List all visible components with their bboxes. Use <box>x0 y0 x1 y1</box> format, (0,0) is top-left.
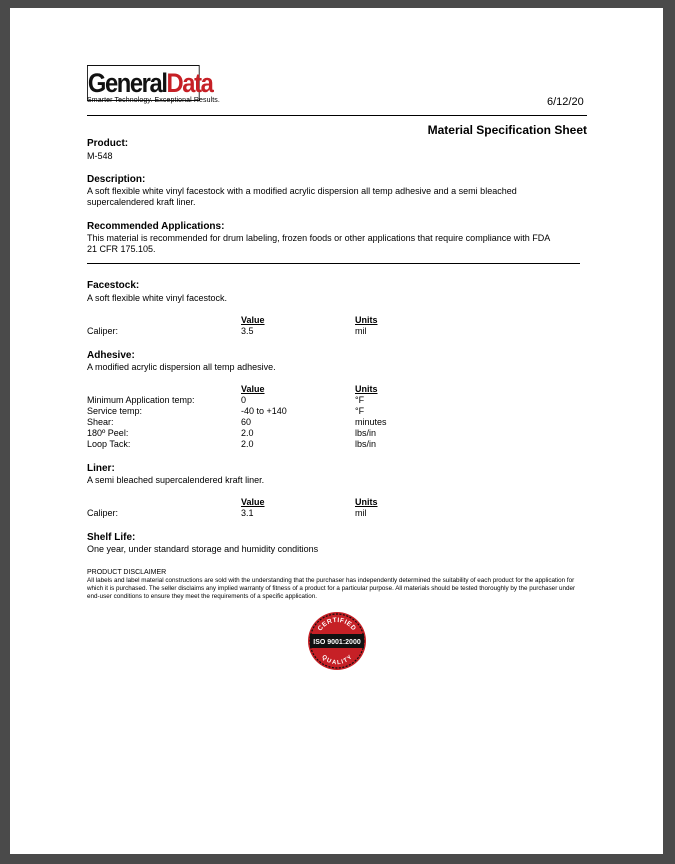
adhesive-row-units: lbs/in <box>355 439 377 449</box>
facestock-value-header: Value <box>241 315 265 325</box>
adhesive-value-header: Value <box>241 384 265 394</box>
adhesive-row-units: minutes <box>355 417 387 427</box>
liner-heading: Liner: <box>87 463 115 474</box>
applications-heading: Recommended Applications: <box>87 221 225 232</box>
document-title: Material Specification Sheet <box>427 123 587 137</box>
adhesive-description: A modified acrylic dispersion all temp adhesive. <box>87 362 276 372</box>
adhesive-units-header: Units <box>355 384 378 394</box>
adhesive-row-value: -40 to +140 <box>241 406 287 416</box>
adhesive-row-name: Loop Tack: <box>87 439 131 449</box>
logo-data: Data <box>166 68 213 98</box>
disclaimer-text: All labels and label material constructions are sold with the understanding that the purchaser has independently determined the suitability of each product for the application for which it is purchased. The seller disclaims any implied warranty of fitness of a product for a particular purpose. All materials should be tested thoroughly by the purchaser under end-user conditions to ensure they meet the requirements of a specific application. <box>87 577 576 600</box>
product-value: M-548 <box>87 151 113 161</box>
facestock-row-value: 3.5 <box>241 326 254 336</box>
adhesive-row-value: 60 <box>241 417 252 427</box>
adhesive-row-units: °F <box>355 395 365 405</box>
logo-tagline: Smarter Technology. Exceptional Results. <box>87 97 220 104</box>
liner-value-header: Value <box>241 497 265 507</box>
seal-graphic <box>307 611 367 671</box>
seal-top-text: CERTIFIED <box>316 616 358 633</box>
disclaimer-title: PRODUCT DISCLAIMER <box>87 569 167 576</box>
header-divider <box>87 115 587 116</box>
liner-row-units: mil <box>355 508 367 518</box>
adhesive-row-units: °F <box>355 406 365 416</box>
adhesive-heading: Adhesive: <box>87 350 135 361</box>
seal-bottom-text: QUALITY <box>320 654 354 667</box>
shelf-life-text: One year, under standard storage and humidity conditions <box>87 544 319 554</box>
adhesive-row-name: 180º Peel: <box>87 428 129 438</box>
section-divider <box>87 263 580 264</box>
description-line-1: A soft flexible white vinyl facestock with a modified acrylic dispersion all temp adhesive and a semi bleached <box>87 186 517 196</box>
adhesive-row-value: 2.0 <box>241 439 254 449</box>
shelf-life-heading: Shelf Life: <box>87 532 136 543</box>
adhesive-row-value: 0 <box>241 395 247 405</box>
product-heading: Product: <box>87 138 129 149</box>
facestock-description: A soft flexible white vinyl facestock. <box>87 293 228 303</box>
applications-line-2: 21 CFR 175.105. <box>87 244 156 254</box>
description-line-2: supercalendered kraft liner. <box>87 197 196 207</box>
liner-units-header: Units <box>355 497 378 507</box>
liner-description: A semi bleached supercalendered kraft liner. <box>87 475 265 485</box>
facestock-row-name: Caliper: <box>87 326 119 336</box>
facestock-row-units: mil <box>355 326 367 336</box>
adhesive-row-units: lbs/in <box>355 428 377 438</box>
seal-center-text: ISO 9001:2000 <box>313 639 361 646</box>
applications-line-1: This material is recommended for drum labeling, frozen foods or other applications that require compliance with FDA <box>87 233 551 243</box>
adhesive-row-name: Shear: <box>87 417 114 427</box>
iso-certified-seal <box>307 611 367 671</box>
document-date: 6/12/20 <box>547 96 584 108</box>
company-logo <box>87 65 215 101</box>
liner-row-value: 3.1 <box>241 508 254 518</box>
facestock-units-header: Units <box>355 315 378 325</box>
liner-row-name: Caliper: <box>87 508 119 518</box>
logo-general: General <box>87 68 167 98</box>
description-heading: Description: <box>87 174 146 185</box>
facestock-heading: Facestock: <box>87 280 140 291</box>
adhesive-row-name: Minimum Application temp: <box>87 395 195 405</box>
adhesive-row-name: Service temp: <box>87 406 143 416</box>
adhesive-row-value: 2.0 <box>241 428 254 438</box>
document-page <box>10 8 663 854</box>
